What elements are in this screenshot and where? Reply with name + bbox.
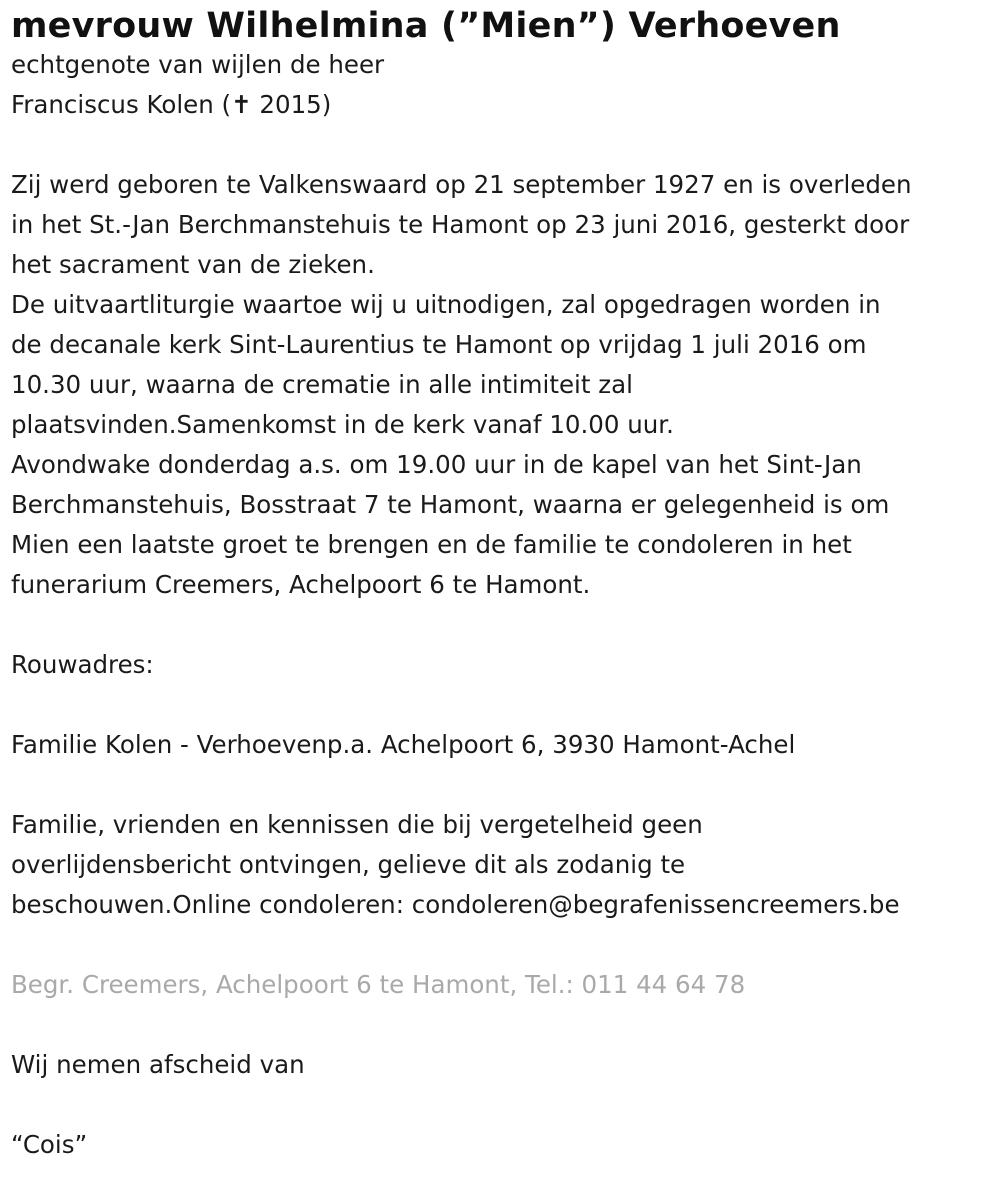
nickname: “Cois”: [11, 1130, 88, 1159]
obituary-notice: [11, 0, 991, 1165]
farewell-intro: Wij nemen afscheid van: [11, 1050, 305, 1079]
spacer: [11, 685, 991, 725]
body-line: het sacrament van de zieken.: [11, 250, 375, 279]
body-line: 10.30 uur, waarna de crematie in alle intimiteit zal: [11, 370, 633, 399]
spacer: [11, 765, 991, 805]
announcement-body: [11, 165, 991, 605]
closing-line: overlijdensbericht ontvingen, gelieve dit als zodanig te: [11, 850, 686, 879]
rouwadres-value: Familie Kolen - Verhoevenp.a. Achelpoort 6, 3930 Hamont-Achel: [11, 730, 796, 759]
body-line: plaatsvinden.Samenkomst in de kerk vanaf 10.00 uur.: [11, 410, 674, 439]
deceased-name: mevrouw Wilhelmina (”Mien”) Verhoeven: [11, 6, 841, 46]
body-line: Zij werd geboren te Valkenswaard op 21 september 1927 en is overleden: [11, 170, 912, 199]
closing-line: Familie, vrienden en kennissen die bij vergetelheid geen: [11, 810, 703, 839]
body-line: De uitvaartliturgie waartoe wij u uitnodigen, zal opgedragen worden in: [11, 290, 881, 319]
spacer: [11, 1085, 991, 1125]
spacer: [11, 125, 991, 165]
closing-line: beschouwen.Online condoleren: condoleren@begrafenissencreemers.be: [11, 890, 900, 919]
body-line: de decanale kerk Sint-Laurentius te Hamont op vrijdag 1 juli 2016 om: [11, 330, 867, 359]
body-line: funerarium Creemers, Achelpoort 6 te Hamont.: [11, 570, 591, 599]
spouse-line-1: echtgenote van wijlen de heer: [11, 50, 385, 79]
undertaker-contact: Begr. Creemers, Achelpoort 6 te Hamont, Tel.: 011 44 64 78: [11, 970, 746, 999]
body-line: Avondwake donderdag a.s. om 19.00 uur in de kapel van het Sint-Jan: [11, 450, 862, 479]
body-line: Berchmanstehuis, Bosstraat 7 te Hamont, waarna er gelegenheid is om: [11, 490, 890, 519]
spouse-line-2: Franciscus Kolen (✝ 2015): [11, 90, 332, 119]
body-line: Mien een laatste groet te brengen en de familie te condoleren in het: [11, 530, 852, 559]
closing-paragraph: [11, 805, 991, 925]
spacer: [11, 925, 991, 965]
body-line: in het St.-Jan Berchmanstehuis te Hamont op 23 juni 2016, gesterkt door: [11, 210, 910, 239]
spacer: [11, 605, 991, 645]
spacer: [11, 1005, 991, 1045]
rouwadres-label: Rouwadres:: [11, 650, 154, 679]
